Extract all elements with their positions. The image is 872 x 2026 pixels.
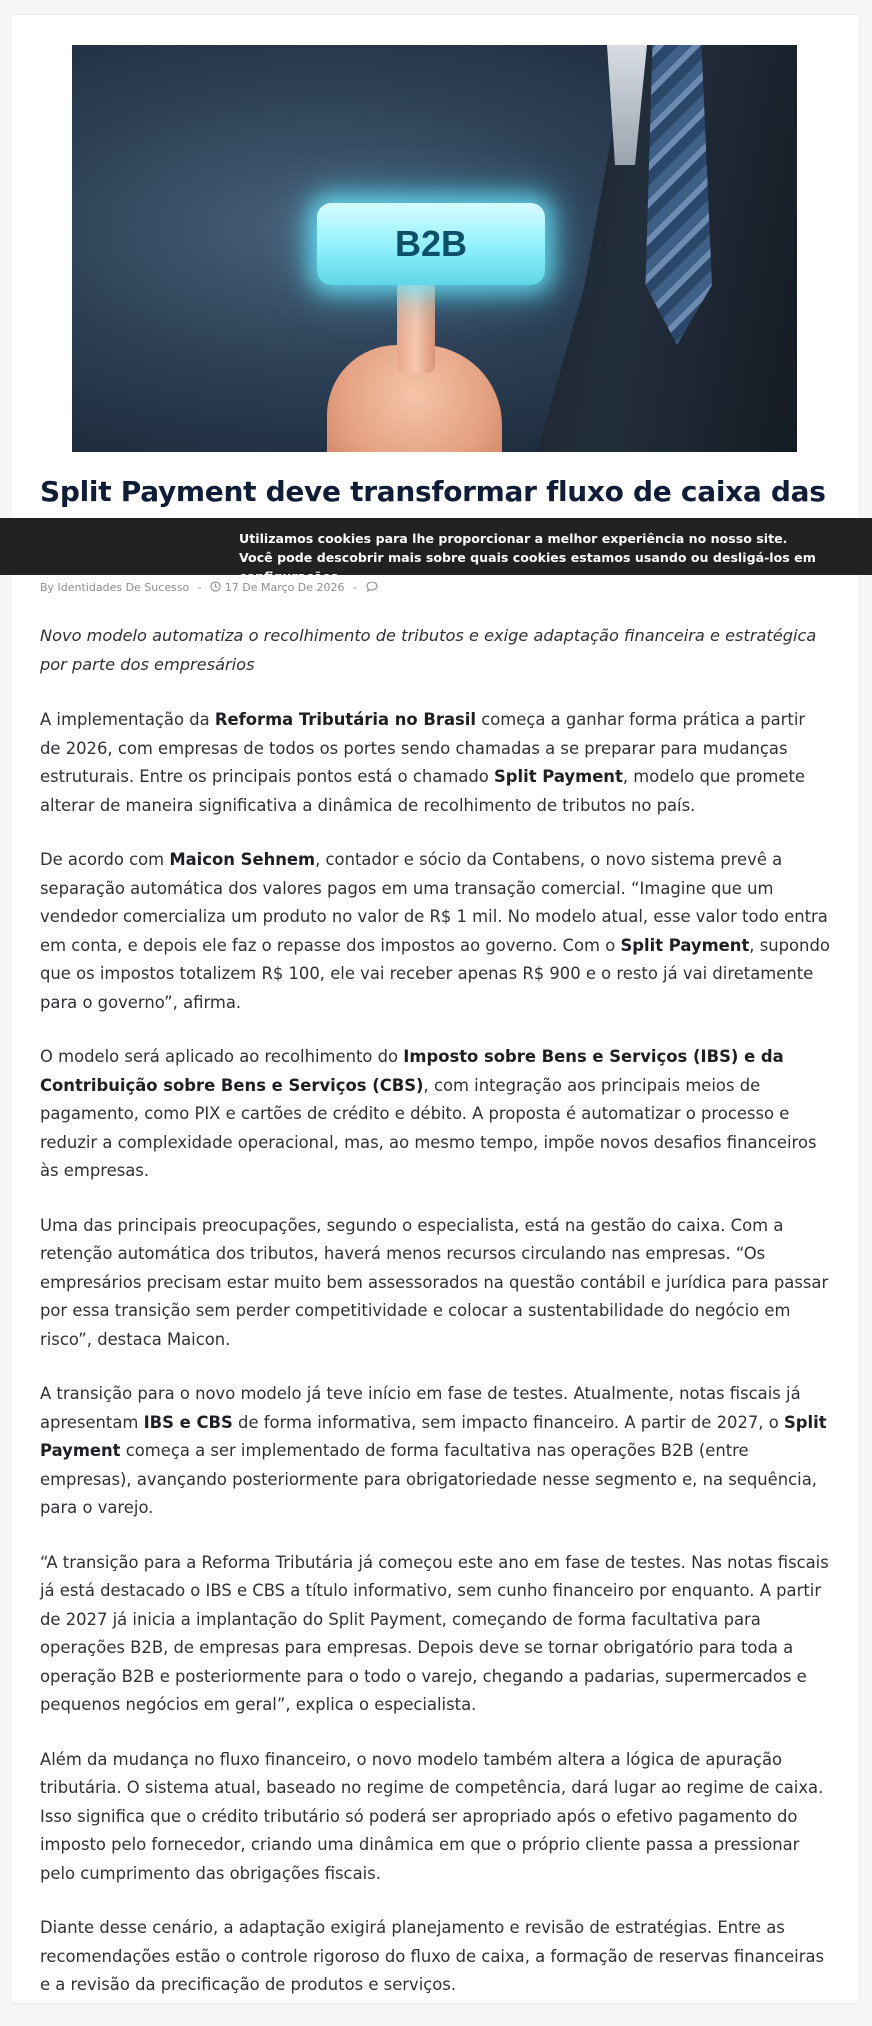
article-paragraph — [40, 1380, 830, 1523]
cookie-notice — [0, 518, 872, 584]
paragraph-text: O modelo será aplicado ao recolhimento do — [40, 1047, 404, 1066]
paragraph-text: “A transição para a Reforma Tributária já começou este ano em fase de testes. Nas notas fiscais já está destacado o IBS e CBS a título informativo, sem cunho financeiro por enquanto. A partir de 2027 já inicia a implantação do Split Payment, começando de forma facultativa para operações B2B, de empresas para empresas. Depois deve se tornar obrigatório para toda a operação B2B e posteriormente para o todo o varejo, chegando a padarias, supermercados e pequenos negócios em geral”, explica o especialista. — [40, 1552, 829, 1714]
article-paragraph — [40, 1549, 830, 1720]
paragraph-text: começa a ganhar forma prática a partir de 2026, com empresas de todos os portes sendo chamadas a se preparar para mudanças estruturais. Entre os principais pontos está o chamado — [40, 710, 806, 786]
article-title: Split Payment deve transformar fluxo de caixa das — [40, 475, 826, 508]
bold-text: Split Payment — [620, 935, 750, 955]
cookie-settings-link[interactable]: configurações — [239, 569, 339, 584]
article-paragraph — [40, 1914, 830, 2000]
hero-b2b-button-graphic: B2B — [317, 203, 545, 285]
comment-icon[interactable] — [366, 581, 378, 595]
article-paragraph — [40, 1043, 830, 1186]
article-meta — [40, 581, 378, 595]
paragraph-text: , modelo que promete alterar de maneira significativa a dinâmica de recolhimento de tributos no país. — [40, 767, 805, 815]
bold-text: Maicon Sehnem — [169, 850, 316, 869]
article-content — [40, 622, 830, 2026]
article-paragraph — [40, 846, 830, 1017]
bold-text: Split Payment — [493, 767, 623, 786]
paragraph-text: , supondo que os impostos totalizem R$ 100, ele vai receber apenas R$ 900 e o resto já vai diretamente para o governo”, afirma. — [40, 935, 830, 1012]
meta-separator: - — [197, 581, 202, 594]
paragraph-text: de forma informativa, sem impacto financeiro. A partir de 2027, o — [232, 1412, 784, 1432]
paragraph-text: , com integração aos principais meios de pagamento, como PIX e cartões de crédito e débito. A proposta é automatizar o processo e reduzir a complexidade operacional, mas, ao mesmo tempo, impõe novos desafios financeiros às empresas. — [40, 1075, 817, 1180]
author-link[interactable]: By Identidades De Sucesso — [40, 581, 190, 594]
paragraph-text: A transição para o novo modelo já teve início em fase de testes. Atualmente, notas fiscais já apresentam — [40, 1384, 801, 1432]
article-paragraphs — [40, 706, 830, 2000]
meta-separator: - — [353, 581, 358, 594]
paragraph-text: começa a ser implementado de forma facultativa nas operações B2B (entre empresas), avançando posteriormente para obrigatoriedade nesse segmento e, na sequência, para o varejo. — [40, 1441, 817, 1517]
article-date: 17 De Março De 2026 — [224, 581, 345, 594]
article-lead: Novo modelo automatiza o recolhimento de tributos e exige adaptação financeira e estratégica por parte dos empresários — [40, 626, 817, 674]
paragraph-text: , contador e sócio da Contabens, o novo sistema prevê a separação automática dos valores pagos em uma transação comercial. “Imagine que um vendedor comercializa um produto no valor de R$ 1 mil. No modelo atual, esse valor todo entra em conta, e depois ele faz o repasse dos impostos ao governo. Com o — [40, 850, 828, 955]
paragraph-text: De acordo com — [40, 850, 170, 869]
cookie-line-2-text: Você pode descobrir mais sobre quais cookies estamos usando ou desligá-los em — [239, 550, 816, 565]
article-paragraph — [40, 1212, 830, 1355]
bold-text: Reforma Tributária no Brasil — [214, 710, 477, 729]
paragraph-text: Uma das principais preocupações, segundo o especialista, está na gestão do caixa. Com a retenção automática dos tributos, haverá menos recursos circulando nas empresas. “Os empresários precisam estar muito bem assessorados na questão contábil e jurídica para passar por essa transição sem perder competitividade e colocar a sustentabilidade do negócio em risco”, destaca Maicon. — [40, 1215, 829, 1349]
article-paragraph — [40, 1746, 830, 1889]
paragraph-text: A implementação da — [40, 710, 215, 729]
paragraph-text: Diante desse cenário, a adaptação exigirá planejamento e revisão de estratégias. Entre as recomendações estão o controle rigoroso do fluxo de caixa, a formação de reservas financeiras e a revisão da precificação de produtos e serviços. — [40, 1918, 825, 1994]
cookie-line-1: Utilizamos cookies para lhe proporcionar a melhor experiência no nosso site. — [239, 531, 788, 546]
hero-image — [72, 45, 797, 452]
bold-text: Imposto sobre Bens e Serviços (IBS) e da Contribuição sobre Bens e Serviços (CBS) — [40, 1047, 784, 1095]
cookie-line-2-end: . — [338, 569, 344, 584]
article-paragraph — [40, 706, 830, 820]
bold-text: IBS e CBS — [143, 1412, 233, 1432]
clock-icon — [210, 581, 221, 595]
bold-text: Split Payment — [40, 1412, 827, 1460]
paragraph-text: Além da mudança no fluxo financeiro, o novo modelo também altera a lógica de apuração tributária. O sistema atual, baseado no regime de competência, dará lugar ao regime de caixa. Isso significa que o crédito tributário só poderá ser apropriado após o efetivo pagamento do imposto pelo fornecedor, criando uma dinâmica em que o próprio cliente passa a pressionar pelo cumprimento das obrigações fiscais. — [40, 1749, 824, 1883]
